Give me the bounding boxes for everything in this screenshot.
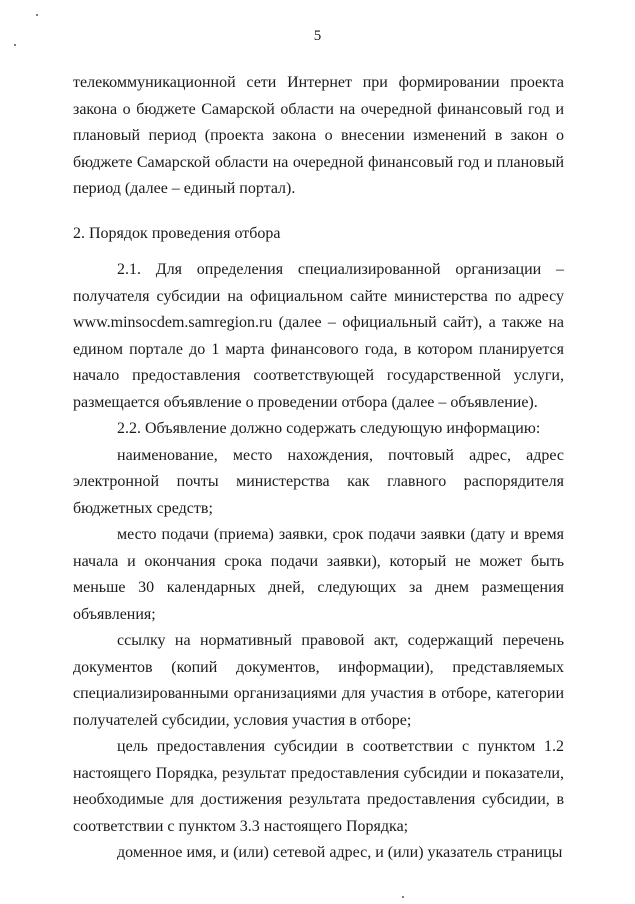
- list-item-domain-name: доменное имя, и (или) сетевой адрес, и (или) указатель страницы: [117, 844, 563, 861]
- document-body: [73, 70, 564, 867]
- paragraph-2-1: 2.1. Для определения специализированной организации – получателя субсидии на официальном сайте министерства по адресу www.minsocdem.samregion.ru (далее – официальный сайт), а также на едином портале до 1 марта финансового года, в котором планируется начало предоставления соответствующей государственной услуги, размещается объявление о проведении отбора (далее – объявление).: [73, 261, 564, 411]
- list-item-subsidy-purpose: цель предоставления субсидии в соответствии с пунктом 1.2 настоящего Порядка, результат предоставления субсидии и показатели, необходимые для достижения результата предоставления субсидии, в соответствии с пунктом 3.3 настоящего Порядка;: [73, 738, 564, 835]
- list-item-legal-act-link: ссылку на нормативный правовой акт, содержащий перечень документов (копий документов, информации), представляемых специализированными организациями для участия в отборе, категории получателей субсидии, условия участия в отборе;: [73, 632, 564, 729]
- paragraph-continuation: телекоммуникационной сети Интернет при формировании проекта закона о бюджете Самарской области на очередной финансовый год и плановый период (проекта закона о внесении изменений в закон о бюджете Самарской области на очередной финансовый год и плановый период (далее – единый портал).: [73, 74, 564, 197]
- list-item-submission-place: место подачи (приема) заявки, срок подачи заявки (дату и время начала и окончания срока подачи заявки), который не может быть меньше 30 календарных дней, следующих за днем размещения объявления;: [73, 526, 564, 623]
- page-number: 5: [313, 28, 322, 44]
- list-item-name-address: наименование, место нахождения, почтовый адрес, адрес электронной почты министерства как главного распорядителя бюджетных средств;: [73, 446, 564, 517]
- section-heading: 2. Порядок проведения отбора: [73, 224, 281, 242]
- scan-speck: [36, 14, 38, 16]
- scan-speck: [14, 44, 16, 46]
- paragraph-2-2: 2.2. Объявление должно содержать следующую информацию:: [117, 420, 541, 437]
- scan-speck: [402, 896, 404, 898]
